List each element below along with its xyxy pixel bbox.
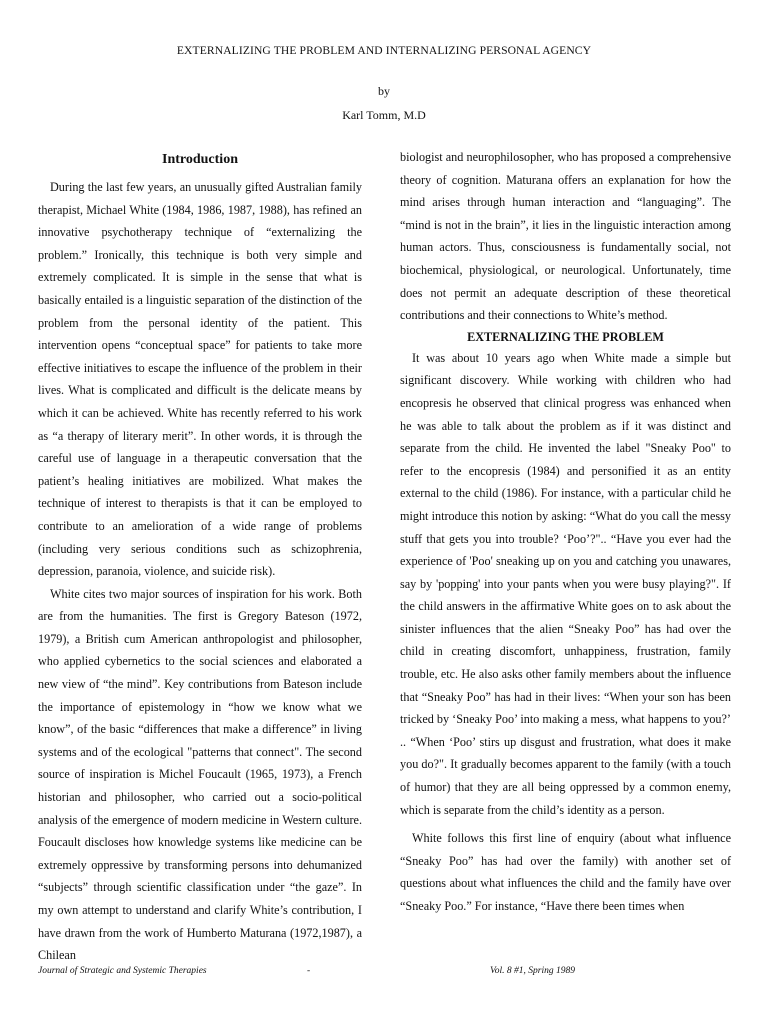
right-column — [400, 146, 731, 918]
author-name: Karl Tomm, M.D — [342, 108, 426, 122]
body-paragraph: White cites two major sources of inspiration for his work. Both are from the humanities. The first is Gregory Bateson (1972, 1979), a British cum American anthropologist and philosopher, who applied cybernetics to the social sciences and elaborated a new view of “the mind”. Key contributions from Bateson include the importance of epistemology in “how we know what we know”, of the basic “differences that make a difference” in living systems and of the ecological "patterns that connect". The second source of inspiration is Michel Foucault (1965, 1973), a French historian and philosopher, who carried out a socio-political analysis of the emergence of modern medicine in Western culture. Foucault discloses how knowledge systems like medicine can be extremely oppressive by transforming persons into dehumanized “subjects” through scientific classification under “the gaze”. In my own attempt to understand and clarify White’s contribution, I have drawn from the work of Humberto Maturana (1972,1987), a Chilean — [38, 586, 362, 963]
section-heading: EXTERNALIZING THE PROBLEM — [467, 329, 664, 344]
footer-separator: - — [307, 966, 311, 976]
byline-by: by — [378, 84, 390, 98]
body-paragraph: It was about 10 years ago when White made a simple but significant discovery. While working with children who had encopresis he observed that clinical progress was enhanced when he was able to talk about the problem as if it was distinct and separate from the child. He invented the label "Sneaky Poo" to refer to the encopresis (1984) and personified it as an entity external to the child (1986). For instance, with a particular child he might introduce this notion by asking: “What do you call the messy stuff that gets you into trouble? ‘Poo’?".. “Have you ever had the experience of 'Poo' sneaking up on you and catching you unawares, say by 'popping' into your pants when you were busy playing?". If the child answers in the affirmative White goes on to ask about the sinister influences that the alien “Sneaky Poo” has had over the child in creating discomfort, unhappiness, frustration, family trouble, etc. He also asks other family members about the influence that “Sneaky Poo” has had in their lives: “When your son has been tricked by ‘Sneaky Poo’ into making a mess, what happens to you?’ .. “When ‘Poo’ stirs up disgust and frustration, what does it make you do?". It gradually becomes apparent to the family (with a touch of humor) that they are all being oppressed by a common enemy, which is separate from the child’s identity as a person. — [400, 350, 731, 817]
left-column — [38, 146, 362, 967]
article-title: EXTERNALIZING THE PROBLEM AND INTERNALIZING PERSONAL AGENCY — [176, 44, 592, 57]
footer-volume: Vol. 8 #1, Spring 1989 — [490, 966, 575, 976]
body-paragraph: During the last few years, an unusually gifted Australian family therapist, Michael White (1984, 1986, 1987, 1988), has refined an innovative psychotherapy technique of “externalizing the problem.” Ironically, this technique is both very simple and extremely complicated. It is simple in the sense that what is basically entailed is a linguistic separation of the distinction of the problem from the personal identity of the patient. This intervention opens “conceptual space” for patients to take more effective initiatives to escape the influence of the problem in their lives. What is complicated and difficult is the delicate means by which it can be achieved. White has recently referred to his work as “a therapy of literary merit”. In other words, it is through the careful use of language in a therapeutic conversation that the patient’s healing initiatives are mobilized. What makes the technique of interest to therapists is that it can be employed to contribute to an amelioration of a wide range of problems (including very serious conditions such as schizophrenia, depression, paranoia, violence, and suicide risk). — [38, 180, 362, 579]
body-paragraph-continuation: biologist and neurophilosopher, who has proposed a comprehensive theory of cognition. Maturana offers an explanation for how the mind arises through human interaction and “languaging”. The “mind is not in the brain”, it lies in the linguistic interaction among human actors. Thus, consciousness is fundamentally social, not biochemical, physiological, or neurological. Unfortunately, time does not permit an adequate description of these theoretical contributions and their connections to White’s method. — [400, 150, 731, 323]
introduction-heading: Introduction — [162, 152, 238, 167]
body-paragraph: White follows this first line of enquiry (about what influence “Sneaky Poo” has had over the family) with another set of questions about what influences the child and the family have over “Sneaky Poo.” For instance, “Have there been times when — [400, 831, 731, 913]
footer-journal: Journal of Strategic and Systemic Therapies — [38, 966, 207, 976]
